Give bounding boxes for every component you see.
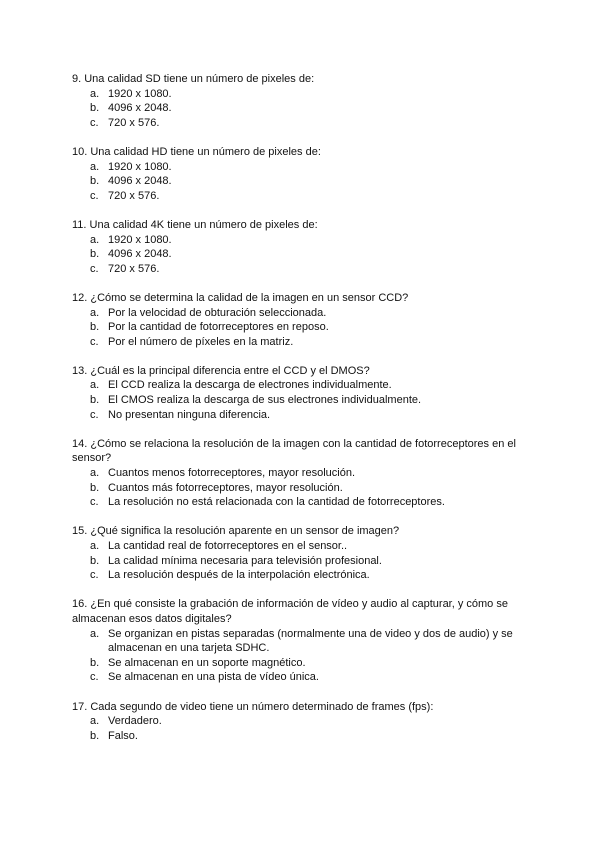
- option-b: [72, 729, 532, 744]
- option-text: Cuantos más fotorreceptores, mayor resolución.: [108, 481, 343, 494]
- option-letter: b.: [90, 481, 100, 494]
- option-letter: b.: [90, 554, 100, 567]
- option-letter: b.: [90, 394, 100, 407]
- option-text: Se almacenan en un soporte magnético.: [108, 656, 306, 669]
- question-text: 12. ¿Cómo se determina la calidad de la imagen en un sensor CCD?: [72, 291, 409, 304]
- question-text: 15. ¿Qué significa la resolución aparente en un sensor de imagen?: [72, 525, 400, 538]
- option-a: [72, 539, 532, 554]
- option-letter: a.: [90, 160, 100, 173]
- option-c: [72, 568, 532, 583]
- option-text: Falso.: [108, 729, 138, 742]
- options-list: [72, 87, 532, 131]
- document-page: [72, 72, 532, 758]
- option-c: [72, 670, 532, 685]
- option-letter: b.: [90, 175, 100, 188]
- option-letter: c.: [90, 496, 99, 509]
- option-letter: b.: [90, 102, 100, 115]
- option-letter: b.: [90, 248, 100, 261]
- option-letter: a.: [90, 379, 100, 392]
- option-letter: c.: [90, 262, 99, 275]
- option-c: [72, 116, 532, 131]
- option-text: Se almacenan en una pista de vídeo única.: [108, 671, 319, 684]
- option-letter: a.: [90, 467, 100, 480]
- option-a: [72, 466, 532, 481]
- options-list: [72, 378, 532, 422]
- option-letter: a.: [90, 627, 100, 640]
- option-a: [72, 714, 532, 729]
- option-text: Por la cantidad de fotorreceptores en reposo.: [108, 321, 329, 334]
- option-text: La calidad mínima necesaria para televisión profesional.: [108, 554, 382, 567]
- option-text: 4096 x 2048.: [108, 102, 172, 115]
- question-12: [72, 291, 532, 349]
- option-a: [72, 627, 532, 656]
- options-list: [72, 714, 532, 743]
- option-text: No presentan ninguna diferencia.: [108, 408, 271, 421]
- option-letter: a.: [90, 306, 100, 319]
- question-text: 10. Una calidad HD tiene un número de pixeles de:: [72, 145, 321, 158]
- question-15: [72, 524, 532, 582]
- options-list: [72, 539, 532, 583]
- question-9: [72, 72, 532, 130]
- option-a: [72, 378, 532, 393]
- option-letter: c.: [90, 116, 99, 129]
- option-letter: a.: [90, 540, 100, 552]
- option-a: [72, 87, 532, 102]
- option-text: 720 x 576.: [108, 262, 160, 275]
- question-10: [72, 145, 532, 203]
- options-list: [72, 233, 532, 277]
- option-c: [72, 189, 532, 204]
- option-a: [72, 306, 532, 321]
- option-letter: b.: [90, 656, 100, 669]
- option-text: 1920 x 1080.: [108, 160, 172, 173]
- option-letter: c.: [90, 671, 99, 684]
- question-text: 11. Una calidad 4K tiene un número de pixeles de:: [72, 218, 318, 231]
- option-letter: c.: [90, 408, 99, 421]
- option-b: [72, 320, 532, 335]
- question-14: [72, 437, 532, 510]
- question-text: 17. Cada segundo de video tiene un número determinado de frames (fps):: [72, 700, 434, 713]
- option-text: La cantidad real de fotorreceptores en el sensor..: [108, 540, 348, 552]
- option-b: [72, 174, 532, 189]
- option-text: El CMOS realiza la descarga de sus electrones individualmente.: [108, 394, 422, 407]
- option-text: La resolución después de la interpolación electrónica.: [108, 569, 370, 582]
- option-text: 4096 x 2048.: [108, 248, 172, 261]
- option-text: 720 x 576.: [108, 116, 160, 129]
- question-text: 16. ¿En qué consiste la grabación de información de vídeo y audio al capturar, y cómo se almacenan esos datos digitales?: [72, 598, 508, 625]
- option-letter: c.: [90, 569, 99, 582]
- option-letter: b.: [90, 321, 100, 334]
- option-b: [72, 481, 532, 496]
- question-text: 14. ¿Cómo se relaciona la resolución de la imagen con la cantidad de fotorreceptores en el sensor?: [72, 437, 516, 465]
- option-text: 1920 x 1080.: [108, 87, 172, 100]
- option-text: El CCD realiza la descarga de electrones individualmente.: [108, 379, 392, 392]
- question-11: [72, 218, 532, 276]
- options-list: [72, 627, 532, 685]
- option-text: La resolución no está relacionada con la cantidad de fotorreceptores.: [108, 496, 445, 509]
- question-text: 9. Una calidad SD tiene un número de pixeles de:: [72, 73, 315, 85]
- option-text: Cuantos menos fotorreceptores, mayor resolución.: [108, 467, 356, 480]
- option-letter: a.: [90, 715, 100, 728]
- option-text: 4096 x 2048.: [108, 175, 172, 188]
- question-text: 13. ¿Cuál es la principal diferencia entre el CCD y el DMOS?: [72, 364, 370, 377]
- question-13: [72, 364, 532, 422]
- option-b: [72, 656, 532, 671]
- option-letter: b.: [90, 729, 100, 742]
- option-c: [72, 335, 532, 350]
- option-letter: a.: [90, 87, 100, 100]
- question-17: [72, 700, 532, 744]
- option-text: 720 x 576.: [108, 189, 160, 202]
- option-text: Por la velocidad de obturación seleccionada.: [108, 306, 327, 319]
- options-list: [72, 306, 532, 350]
- options-list: [72, 466, 532, 510]
- option-c: [72, 495, 532, 510]
- option-b: [72, 247, 532, 262]
- option-letter: a.: [90, 233, 100, 246]
- options-list: [72, 160, 532, 204]
- option-letter: c.: [90, 335, 99, 348]
- option-text: 1920 x 1080.: [108, 233, 172, 246]
- option-c: [72, 262, 532, 277]
- option-c: [72, 408, 532, 423]
- option-b: [72, 101, 532, 116]
- option-b: [72, 554, 532, 569]
- option-text: Se organizan en pistas separadas (normalmente una de video y dos de audio) y se almacenan en una tarjeta SDHC.: [108, 627, 513, 655]
- option-a: [72, 160, 532, 175]
- option-b: [72, 393, 532, 408]
- option-letter: c.: [90, 189, 99, 202]
- option-a: [72, 233, 532, 248]
- question-16: [72, 597, 532, 685]
- option-text: Por el número de píxeles en la matriz.: [108, 335, 294, 348]
- option-text: Verdadero.: [108, 715, 162, 728]
